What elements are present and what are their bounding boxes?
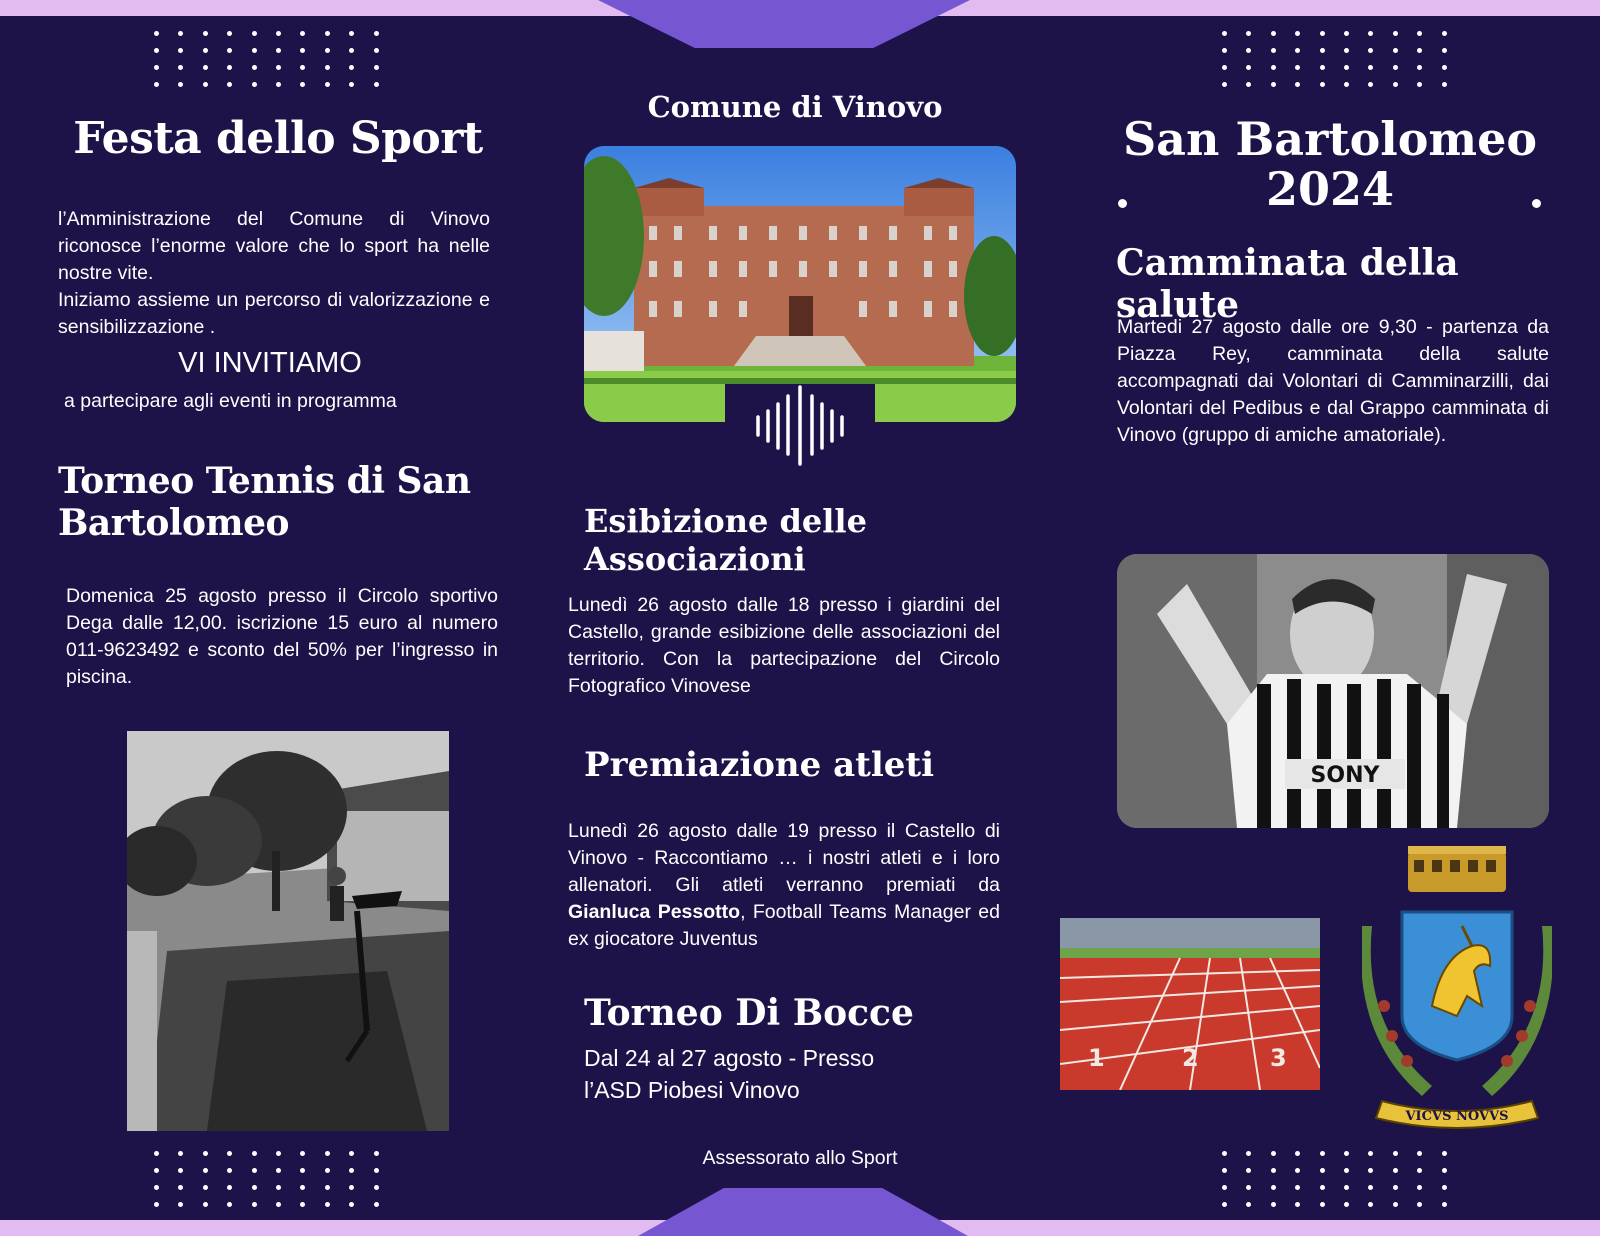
- bocce-line-2: l’ASD Piobesi Vinovo: [584, 1077, 800, 1103]
- track-photo: [1060, 918, 1320, 1090]
- decorative-dot: [1246, 48, 1251, 53]
- decorative-dot: [203, 1202, 208, 1207]
- athlete-illustration: [1117, 554, 1549, 828]
- decorative-dot: [227, 31, 232, 36]
- decorative-dot: [1246, 65, 1251, 70]
- tennis-text: Domenica 25 agosto presso il Circolo sportivo Dega dalle 12,00. iscrizione 15 euro al numero 011-9623492 e sconto del 50% per l’ingresso in piscina.: [66, 585, 498, 688]
- decorative-dot: [300, 1202, 305, 1207]
- decorative-dot: [374, 65, 379, 70]
- decorative-dot: [276, 82, 281, 87]
- decorative-dot: [1295, 82, 1300, 87]
- decorative-dot: [178, 1151, 183, 1156]
- decorative-dot: [1246, 1151, 1251, 1156]
- decorative-dot: [374, 48, 379, 53]
- decorative-dot: [325, 1151, 330, 1156]
- decorative-dot: [1417, 1185, 1422, 1190]
- vinovo-coat-of-arms: [1362, 846, 1552, 1132]
- decorative-dot: [1222, 1151, 1227, 1156]
- decorative-dot: [252, 65, 257, 70]
- camminata-title: Camminata della salute: [1116, 242, 1459, 326]
- decorative-dot: [252, 31, 257, 36]
- decorative-dot: [252, 82, 257, 87]
- pessotto-photo: [1117, 554, 1549, 828]
- decorative-dot: [1417, 65, 1422, 70]
- bottom-trapezoid: [638, 1188, 968, 1236]
- camminata-text: Martedi 27 agosto dalle ore 9,30 - partenza da Piazza Rey, camminata della salute accompagnati dai Volontari di Camminarzilli, dai Volontari del Pedibus e dal Grappo camminata di Vinovo (gruppo di amiche amatoriale).: [1117, 316, 1549, 446]
- decorative-dot: [1393, 1185, 1398, 1190]
- decorative-dot: [300, 1151, 305, 1156]
- track-number-2: 2: [1182, 1044, 1199, 1072]
- decorative-dot: [1417, 1202, 1422, 1207]
- decorative-dot: [1271, 1202, 1276, 1207]
- decorative-dot: [349, 1151, 354, 1156]
- decorative-dot: [1417, 1168, 1422, 1173]
- decorative-dot: [1368, 1168, 1373, 1173]
- decorative-dot: [276, 1185, 281, 1190]
- decorative-dot: [325, 1168, 330, 1173]
- track-number-3: 3: [1270, 1044, 1287, 1072]
- bocce-title: Torneo Di Bocce: [584, 992, 914, 1034]
- decorative-dot: [1442, 1202, 1447, 1207]
- footer-assessorato: Assessorato allo Sport: [702, 1147, 898, 1169]
- decorative-dot: [252, 48, 257, 53]
- decorative-dot: [276, 65, 281, 70]
- decorative-dot: [349, 1168, 354, 1173]
- decorative-dot: [325, 65, 330, 70]
- decorative-dot: [227, 82, 232, 87]
- decorative-dot: [154, 82, 159, 87]
- decorative-dot: [1442, 1151, 1447, 1156]
- decorative-dot: [374, 1168, 379, 1173]
- decorative-dot: [1295, 65, 1300, 70]
- decorative-dot: [1417, 31, 1422, 36]
- decorative-dot: [227, 1202, 232, 1207]
- decorative-dot: [227, 1185, 232, 1190]
- decorative-dot: [1295, 1151, 1300, 1156]
- decorative-dot: [227, 65, 232, 70]
- decorative-dot: [1320, 1168, 1325, 1173]
- decorative-dot: [178, 48, 183, 53]
- decorative-dot: [203, 65, 208, 70]
- dot-grid-bottom-left: [154, 1151, 379, 1207]
- decorative-dot: [1246, 82, 1251, 87]
- decorative-dot: [252, 1202, 257, 1207]
- decorative-dot: [252, 1151, 257, 1156]
- decorative-dot: [300, 65, 305, 70]
- decorative-dot: [1368, 31, 1373, 36]
- decorative-dot: [154, 31, 159, 36]
- decorative-dot: [374, 1151, 379, 1156]
- decorative-dot: [1320, 1151, 1325, 1156]
- title-dot-left: [1118, 199, 1127, 208]
- decorative-dot: [325, 82, 330, 87]
- decorative-dot: [1222, 1168, 1227, 1173]
- title-line-1: San Bartolomeo: [1122, 112, 1538, 166]
- festa-title: Festa dello Sport: [73, 113, 483, 164]
- decorative-dot: [300, 31, 305, 36]
- decorative-dot: [1246, 1202, 1251, 1207]
- bocce-line-1: Dal 24 al 27 agosto - Presso: [584, 1045, 875, 1071]
- running-track-illustration: [1060, 918, 1320, 1090]
- decorative-dot: [276, 1168, 281, 1173]
- decorative-dot: [154, 1185, 159, 1190]
- decorative-dot: [276, 48, 281, 53]
- decorative-dot: [1442, 1185, 1447, 1190]
- decorative-dot: [1442, 82, 1447, 87]
- decorative-dot: [1271, 82, 1276, 87]
- decorative-dot: [252, 1185, 257, 1190]
- decorative-dot: [1442, 1168, 1447, 1173]
- decorative-dot: [1320, 65, 1325, 70]
- decorative-dot: [1344, 1202, 1349, 1207]
- decorative-dot: [1320, 1202, 1325, 1207]
- fitness-park-photo: [127, 731, 449, 1131]
- decorative-dot: [1344, 65, 1349, 70]
- decorative-dot: [203, 1168, 208, 1173]
- decorative-dot: [1344, 48, 1349, 53]
- waveform-icon: [725, 384, 875, 466]
- jersey-sponsor: SONY: [1310, 763, 1380, 788]
- decorative-dot: [325, 1185, 330, 1190]
- decorative-dot: [1271, 1185, 1276, 1190]
- decorative-dot: [276, 1202, 281, 1207]
- decorative-dot: [1246, 1168, 1251, 1173]
- decorative-dot: [349, 65, 354, 70]
- coat-of-arms-icon: [1362, 846, 1552, 1132]
- decorative-dot: [1320, 31, 1325, 36]
- decorative-dot: [154, 1168, 159, 1173]
- decorative-dot: [1295, 1168, 1300, 1173]
- tennis-title: Torneo Tennis di San Bartolomeo: [58, 460, 471, 544]
- decorative-dot: [178, 82, 183, 87]
- dot-grid-top-left: [154, 31, 379, 87]
- decorative-dot: [227, 48, 232, 53]
- decorative-dot: [1246, 1185, 1251, 1190]
- intro-paragraph-1: l’Amministrazione del Comune di Vinovo riconosce l’enorme valore che lo sport ha nelle nostre vite.: [58, 208, 490, 284]
- decorative-dot: [1442, 48, 1447, 53]
- decorative-dot: [1417, 82, 1422, 87]
- decorative-dot: [178, 31, 183, 36]
- decorative-dot: [1295, 1185, 1300, 1190]
- decorative-dot: [1320, 82, 1325, 87]
- decorative-dot: [1222, 48, 1227, 53]
- decorative-dot: [1368, 1151, 1373, 1156]
- decorative-dot: [1295, 1202, 1300, 1207]
- decorative-dot: [1344, 1151, 1349, 1156]
- decorative-dot: [1393, 31, 1398, 36]
- decorative-dot: [1368, 65, 1373, 70]
- decorative-dot: [1368, 1185, 1373, 1190]
- decorative-dot: [1271, 65, 1276, 70]
- decorative-dot: [349, 1185, 354, 1190]
- decorative-dot: [154, 48, 159, 53]
- decorative-dot: [1368, 48, 1373, 53]
- decorative-dot: [178, 1185, 183, 1190]
- decorative-dot: [1295, 48, 1300, 53]
- decorative-dot: [1222, 65, 1227, 70]
- decorative-dot: [1295, 31, 1300, 36]
- decorative-dot: [227, 1168, 232, 1173]
- decorative-dot: [154, 65, 159, 70]
- decorative-dot: [374, 1202, 379, 1207]
- decorative-dot: [374, 1185, 379, 1190]
- decorative-dot: [300, 48, 305, 53]
- decorative-dot: [203, 48, 208, 53]
- decorative-dot: [1271, 48, 1276, 53]
- decorative-dot: [276, 1151, 281, 1156]
- decorative-dot: [1222, 1185, 1227, 1190]
- decorative-dot: [1271, 1168, 1276, 1173]
- decorative-dot: [154, 1202, 159, 1207]
- decorative-dot: [1393, 82, 1398, 87]
- decorative-dot: [1417, 48, 1422, 53]
- decorative-dot: [349, 82, 354, 87]
- decorative-dot: [325, 48, 330, 53]
- decorative-dot: [1442, 65, 1447, 70]
- decorative-dot: [203, 1185, 208, 1190]
- castle-illustration: [584, 146, 1016, 422]
- decorative-dot: [325, 1202, 330, 1207]
- decorative-dot: [1393, 1151, 1398, 1156]
- decorative-dot: [1246, 31, 1251, 36]
- crest-motto: VICVS NOVVS: [1405, 1109, 1509, 1124]
- top-trapezoid: [598, 0, 970, 48]
- decorative-dot: [349, 48, 354, 53]
- premiazione-title: Premiazione atleti: [584, 745, 935, 785]
- intro-text: [58, 206, 490, 341]
- decorative-dot: [1417, 1151, 1422, 1156]
- decorative-dot: [1393, 65, 1398, 70]
- decorative-dot: [374, 31, 379, 36]
- decorative-dot: [1222, 1202, 1227, 1207]
- decorative-dot: [349, 31, 354, 36]
- decorative-dot: [1442, 31, 1447, 36]
- decorative-dot: [1393, 48, 1398, 53]
- premiazione-text: [568, 818, 1000, 953]
- decorative-dot: [178, 1202, 183, 1207]
- decorative-dot: [1320, 48, 1325, 53]
- decorative-dot: [325, 31, 330, 36]
- decorative-dot: [178, 65, 183, 70]
- decorative-dot: [252, 1168, 257, 1173]
- decorative-dot: [1271, 1151, 1276, 1156]
- decorative-dot: [1368, 1202, 1373, 1207]
- decorative-dot: [300, 1168, 305, 1173]
- castle-photo: [584, 146, 1016, 422]
- audio-tab: [725, 384, 875, 466]
- title-dot-right: [1532, 199, 1541, 208]
- decorative-dot: [1393, 1168, 1398, 1173]
- intro-paragraph-2: Iniziamo assieme un percorso di valorizzazione e sensibilizzazione .: [58, 289, 490, 338]
- decorative-dot: [1344, 82, 1349, 87]
- san-bartolomeo-title: [1100, 114, 1560, 214]
- decorative-dot: [154, 1151, 159, 1156]
- decorative-dot: [1393, 1202, 1398, 1207]
- decorative-dot: [349, 1202, 354, 1207]
- decorative-dot: [203, 31, 208, 36]
- decorative-dot: [1271, 31, 1276, 36]
- decorative-dot: [203, 82, 208, 87]
- comune-title: Comune di Vinovo: [647, 90, 943, 124]
- dot-grid-top-right: [1222, 31, 1447, 87]
- decorative-dot: [178, 1168, 183, 1173]
- premiazione-guest-name: Gianluca Pessotto: [568, 901, 741, 923]
- esibizione-text: Lunedì 26 agosto dalle 18 presso i giardini del Castello, grande esibizione delle associazioni del territorio. Con la partecipazione del Circolo Fotografico Vinovese: [568, 594, 1000, 697]
- decorative-dot: [1368, 82, 1373, 87]
- premiazione-text-start: Lunedì 26 agosto dalle 19 presso il Castello di Vinovo - Raccontiamo … i nostri atleti e i loro allenatori. Gli atleti verranno premiati da: [568, 820, 1000, 896]
- decorative-dot: [1344, 31, 1349, 36]
- esibizione-title: Esibizione delle Associazioni: [584, 502, 867, 578]
- decorative-dot: [1222, 31, 1227, 36]
- fitness-park-illustration: [127, 731, 449, 1131]
- track-number-1: 1: [1088, 1044, 1105, 1072]
- decorative-dot: [1344, 1185, 1349, 1190]
- bocce-info: [584, 1042, 984, 1106]
- dot-grid-bottom-right: [1222, 1151, 1447, 1207]
- decorative-dot: [300, 1185, 305, 1190]
- decorative-dot: [1344, 1168, 1349, 1173]
- premiazione-text-end: , Football Teams Manager ed ex giocatore Juventus: [568, 901, 1000, 950]
- decorative-dot: [227, 1151, 232, 1156]
- decorative-dot: [203, 1151, 208, 1156]
- invite-subtext: a partecipare agli eventi in programma: [64, 390, 397, 412]
- decorative-dot: [276, 31, 281, 36]
- decorative-dot: [300, 82, 305, 87]
- title-line-2: 2024: [1265, 162, 1395, 216]
- decorative-dot: [1222, 82, 1227, 87]
- decorative-dot: [1320, 1185, 1325, 1190]
- invite-heading: VI INVITIAMO: [178, 347, 362, 379]
- decorative-dot: [374, 82, 379, 87]
